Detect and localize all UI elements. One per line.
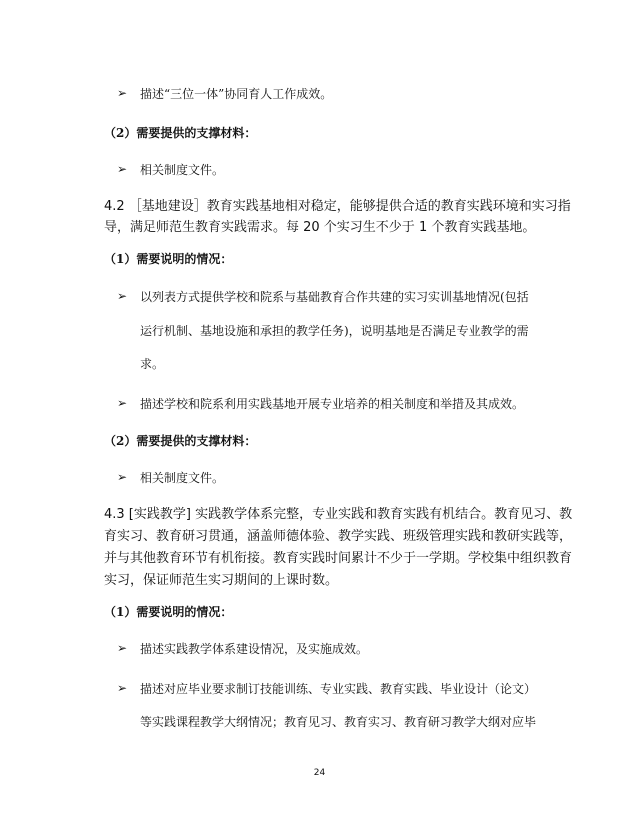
bullet-text: 描述对应毕业要求制订技能训练、专业实践、教育实践、毕业设计（论文） bbox=[140, 682, 537, 696]
bullet-text-continued: 等实践课程教学大纲情况；教育见习、教育实习、教育研习教学大纲对应毕 bbox=[140, 715, 537, 729]
section-heading-line: 育实习、教育研习贯通，涵盖师德体验、教学实践、班级管理实践和教研实践等， bbox=[104, 529, 573, 544]
section-heading-line: 4.2 ［基地建设］教育实践基地相对稳定，能够提供合适的教育实践环境和实习指 bbox=[104, 199, 571, 214]
bullet-text: 以列表方式提供学校和院系与基础教育合作共建的实习实训基地情况(包括 bbox=[140, 290, 529, 304]
subheading: （2）需要提供的支撑材料： bbox=[104, 434, 257, 448]
bullet-text-continued: 运行机制、基地设施和承担的教学任务)，说明基地是否满足专业教学的需 bbox=[140, 324, 529, 338]
bullet-text: 描述实践教学体系建设情况，及实施成效。 bbox=[140, 642, 369, 656]
bullet-arrow-icon: ➢ bbox=[117, 86, 128, 100]
section-heading-line: 导，满足师范生教育实践需求。每 20 个实习生不少于 1 个教育实践基地。 bbox=[104, 220, 536, 235]
bullet-arrow-icon: ➢ bbox=[117, 470, 128, 484]
section-heading-line: 并与其他教育环节有机衔接。教育实践时间累计不少于一学期。学校集中组织教育 bbox=[104, 551, 573, 566]
page-number: 24 bbox=[313, 768, 326, 778]
bullet-text: 描述学校和院系利用实践基地开展专业培养的相关制度和举措及其成效。 bbox=[140, 397, 525, 411]
bullet-arrow-icon: ➢ bbox=[117, 289, 128, 303]
section-heading-line: 4.3 [实践教学] 实践教学体系完整，专业实践和教育实践有机结合。教育见习、教 bbox=[104, 507, 573, 522]
bullet-text: 描述“三位一体”协同育人工作成效。 bbox=[140, 87, 333, 101]
bullet-arrow-icon: ➢ bbox=[117, 641, 128, 655]
bullet-arrow-icon: ➢ bbox=[117, 681, 128, 695]
bullet-text-continued: 求。 bbox=[140, 357, 165, 371]
section-heading-line: 实习，保证师范生实习期间的上课时数。 bbox=[104, 573, 339, 588]
subheading: （1）需要说明的情况： bbox=[104, 252, 233, 266]
bullet-text: 相关制度文件。 bbox=[140, 163, 225, 177]
bullet-arrow-icon: ➢ bbox=[117, 396, 128, 410]
subheading: （2）需要提供的支撑材料： bbox=[104, 126, 257, 140]
subheading: （1）需要说明的情况： bbox=[104, 605, 233, 619]
bullet-text: 相关制度文件。 bbox=[140, 471, 225, 485]
bullet-arrow-icon: ➢ bbox=[117, 162, 128, 176]
